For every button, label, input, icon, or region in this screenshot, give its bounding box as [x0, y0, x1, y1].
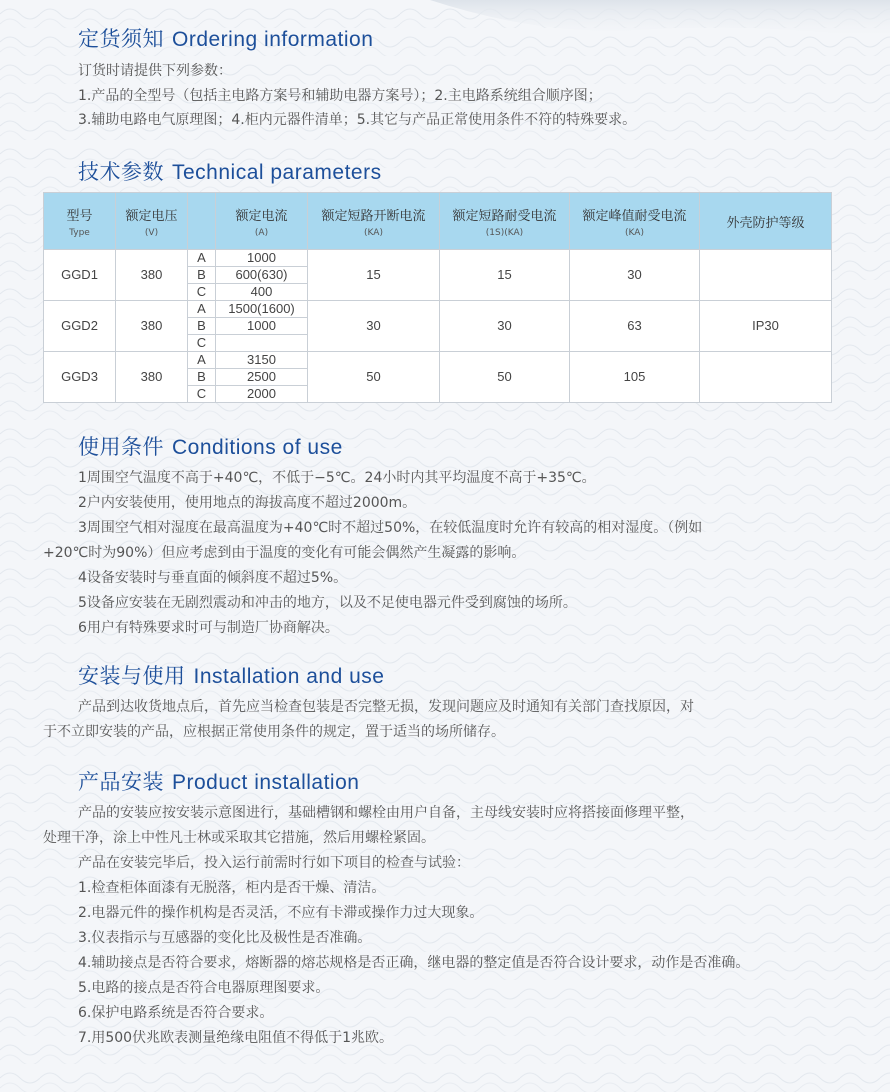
cell-short-withstand: 50 — [440, 352, 570, 403]
conditions-line-2: 2户内安装使用，使用地点的海拔高度不超过2000m。 — [78, 495, 417, 511]
header-short-withstand: 额定短路耐受电流 (1S)(KA) — [440, 193, 570, 250]
technical-parameters-table — [43, 192, 832, 403]
cell-grade: C — [188, 335, 216, 352]
header-breaking: 额定短路开断电流 (KA) — [308, 193, 440, 250]
cell-protection-empty — [700, 352, 832, 403]
header-protection: 外壳防护等级 — [700, 193, 832, 250]
conditions-line-3: 3周围空气相对湿度在最高温度为+40℃时不超过50%，在较低温度时允许有较高的相对湿度。（例如 — [78, 520, 703, 536]
product-installation-line-1: 产品的安装应按安装示意图进行，基础槽钢和螺栓由用户自备，主母线安装时应将搭接面修理平整， — [78, 805, 694, 821]
header-peak-withstand: 额定峰值耐受电流 (KA) — [570, 193, 700, 250]
cell-voltage: 380 — [116, 352, 188, 403]
cell-breaking: 15 — [308, 250, 440, 301]
header-model: 型号 Type — [44, 193, 116, 250]
cell-protection: IP30 — [700, 301, 832, 352]
conditions-line-1: 1周围空气温度不高于+40℃，不低于−5℃。24小时内其平均温度不高于+35℃。 — [78, 470, 596, 486]
cell-grade: C — [188, 284, 216, 301]
cell-grade: B — [188, 318, 216, 335]
cell-current: 600(630) — [216, 267, 308, 284]
installation-use-line-2: 于不立即安装的产品，应根据正常使用条件的规定，置于适当的场所储存。 — [43, 724, 505, 740]
cell-grade: B — [188, 369, 216, 386]
cell-grade: C — [188, 386, 216, 403]
conditions-line-4: 4设备安装时与垂直面的倾斜度不超过5%。 — [78, 570, 348, 586]
header-current: 额定电流 (A) — [216, 193, 308, 250]
cell-peak-withstand: 105 — [570, 352, 700, 403]
cell-voltage: 380 — [116, 250, 188, 301]
product-installation-check-2: 2.电器元件的操作机构是否灵活，不应有卡滞或操作力过大现象。 — [78, 905, 484, 921]
cell-current: 400 — [216, 284, 308, 301]
cell-current: 1500(1600) — [216, 301, 308, 318]
product-installation-check-1: 1.检查柜体面漆有无脱落，柜内是否干燥、清洁。 — [78, 880, 386, 896]
table-row — [44, 250, 832, 267]
ordering-line-1: 订货时请提供下列参数： — [78, 63, 232, 79]
product-installation-check-5: 5.电路的接点是否符合电器原理图要求。 — [78, 980, 330, 996]
installation-use-line-1: 产品到达收货地点后，首先应当检查包装是否完整无损，发现问题应及时通知有关部门查找原因，对 — [78, 699, 694, 715]
cell-model: GGD1 — [44, 250, 116, 301]
cell-current: 1000 — [216, 250, 308, 267]
cell-model: GGD2 — [44, 301, 116, 352]
product-installation-check-3: 3.仪表指示与互感器的变化比及极性是否准确。 — [78, 930, 372, 946]
cell-model: GGD3 — [44, 352, 116, 403]
section-title-technical: 技术参数 Technical parameters — [78, 160, 382, 184]
cell-grade: B — [188, 267, 216, 284]
ordering-line-2: 1.产品的全型号（包括主电路方案号和辅助电器方案号）；2.主电路系统组合顺序图； — [78, 88, 602, 104]
cell-grade: A — [188, 250, 216, 267]
cell-grade: A — [188, 301, 216, 318]
cell-current: 1000 — [216, 318, 308, 335]
cell-breaking: 30 — [308, 301, 440, 352]
cell-peak-withstand: 63 — [570, 301, 700, 352]
header-grade — [188, 193, 216, 250]
product-installation-check-6: 6.保护电路系统是否符合要求。 — [78, 1005, 274, 1021]
cell-breaking: 50 — [308, 352, 440, 403]
product-installation-check-4: 4.辅助接点是否符合要求，熔断器的熔芯规格是否正确，继电器的整定值是否符合设计要求，动作是否准确。 — [78, 955, 750, 971]
cell-current — [216, 335, 308, 352]
conditions-line-6: 6用户有特殊要求时可与制造厂协商解决。 — [78, 620, 339, 636]
table-header-row — [44, 193, 832, 250]
conditions-line-5: 5设备应安装在无剧烈震动和冲击的地方，以及不足使电器元件受到腐蚀的场所。 — [78, 595, 577, 611]
table-row — [44, 301, 832, 318]
section-title-product-installation: 产品安装 Product installation — [78, 770, 360, 794]
product-installation-line-3: 产品在安装完毕后，投入运行前需时行如下项目的检查与试验： — [78, 855, 470, 871]
ordering-line-3: 3.辅助电路电气原理图；4.柜内元器件清单；5.其它与产品正常使用条件不符的特殊要求。 — [78, 112, 637, 128]
section-title-installation-use: 安装与使用 Installation and use — [78, 664, 385, 688]
cell-current: 3150 — [216, 352, 308, 369]
cell-short-withstand: 30 — [440, 301, 570, 352]
product-installation-line-2: 处理干净，涂上中性凡士林或采取其它措施，然后用螺栓紧固。 — [43, 830, 435, 846]
table-row — [44, 352, 832, 369]
cell-peak-withstand: 30 — [570, 250, 700, 301]
cell-voltage: 380 — [116, 301, 188, 352]
cell-protection-empty — [700, 250, 832, 301]
cell-grade: A — [188, 352, 216, 369]
section-title-conditions: 使用条件 Conditions of use — [78, 435, 343, 459]
cell-current: 2000 — [216, 386, 308, 403]
header-voltage: 额定电压 (V) — [116, 193, 188, 250]
section-title-ordering: 定货须知 Ordering information — [78, 27, 374, 51]
cell-current: 2500 — [216, 369, 308, 386]
cell-short-withstand: 15 — [440, 250, 570, 301]
product-installation-check-7: 7.用500伏兆欧表测量绝缘电阻值不得低于1兆欧。 — [78, 1030, 393, 1046]
conditions-line-3-cont: +20℃时为90%）但应考虑到由于温度的变化有可能会偶然产生凝露的影响。 — [43, 545, 526, 561]
